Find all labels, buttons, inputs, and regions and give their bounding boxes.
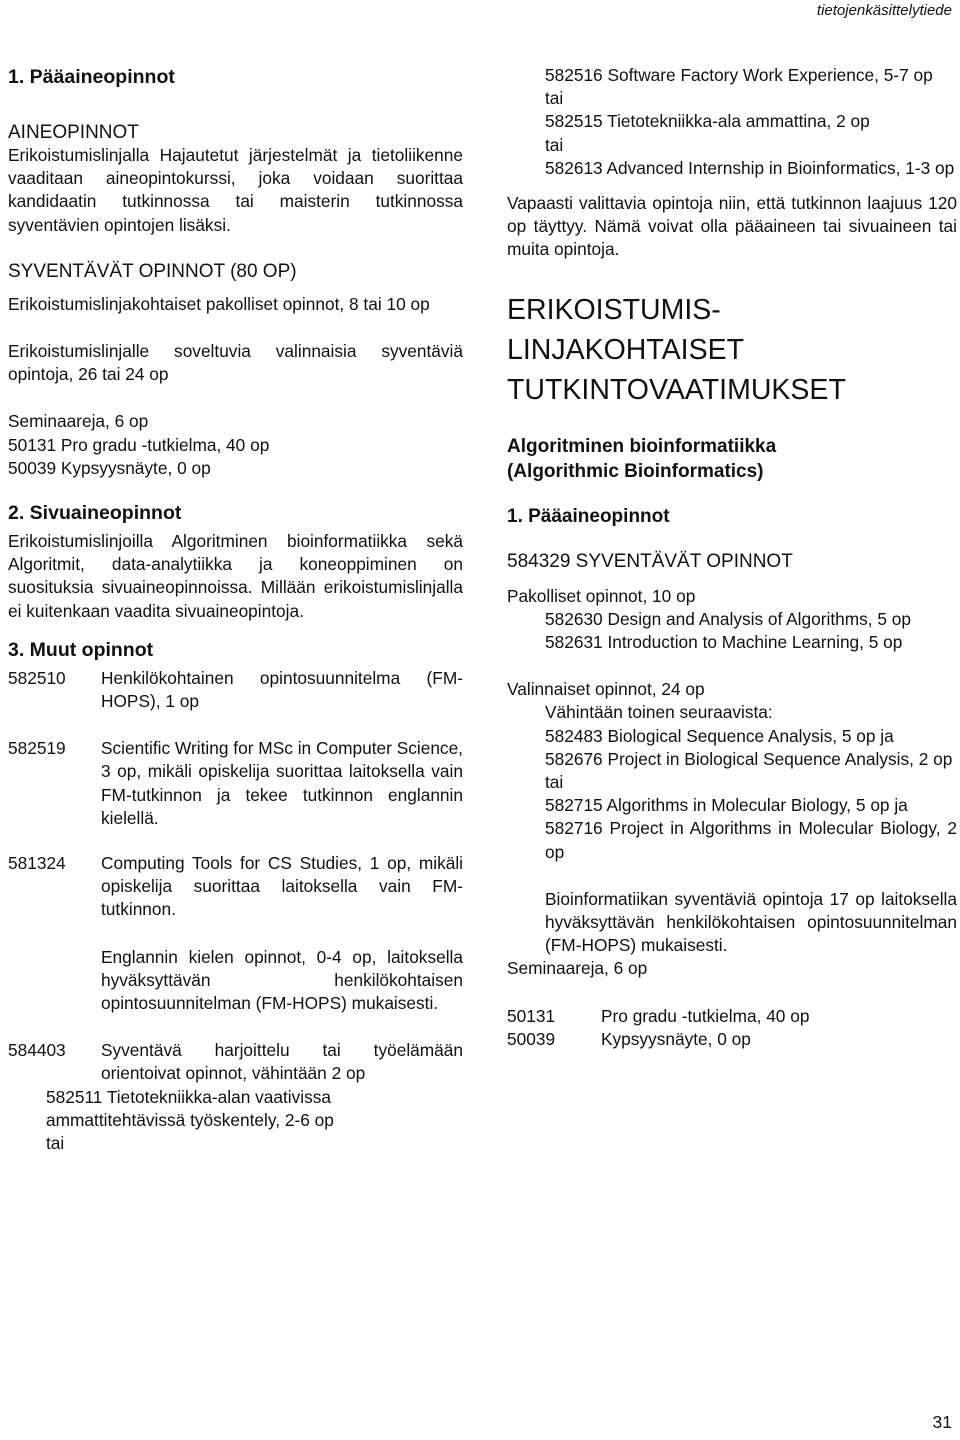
- right-column: [507, 64, 957, 1051]
- tai-text: tai: [545, 134, 564, 155]
- big-heading-line-1: ERIKOISTUMIS-: [507, 293, 721, 326]
- course-582511-text: 582511 Tietotekniikka-alan vaativissa ammattitehtävissä työskentely, 2-6 op: [46, 1086, 334, 1130]
- course-text: Henkilökohtainen opintosuunnitelma (FM-HOPS), 1 op: [101, 667, 463, 712]
- course-582613-text: 582613 Advanced Internship in Bioinformatics, 1-3 op: [545, 157, 955, 178]
- englanti-block: [8, 946, 463, 1016]
- course-text: Pro gradu -tutkielma, 40 op: [601, 1005, 810, 1026]
- course-text: Syventävä harjoittelu tai työelämään orientoivat opinnot, vähintään 2 op: [101, 1040, 463, 1084]
- course-text: Scientific Writing for MSc in Computer Science, 3 op, mikäli opiskelija suorittaa laitoksella vain FM-tutkinnon ja tekee tutkinnon englannin kielellä.: [101, 738, 463, 828]
- seminaareja-text: Seminaareja, 6 op: [8, 411, 149, 432]
- kypsyysnayte-text: 50039 Kypsyysnäyte, 0 op: [8, 457, 211, 478]
- course-item: [8, 1039, 463, 1085]
- englanti-text: Englannin kielen opinnot, 0-4 op, laitoksella hyväksyttävän henkilökohtaisen opintosuunnitelman (FM-HOPS) mukaisesti.: [101, 946, 463, 1014]
- linja-heading-line-2: (Algorithmic Bioinformatics): [507, 460, 764, 482]
- big-heading-line-2: LINJAKOHTAISET: [507, 333, 745, 366]
- syventavat-heading: SYVENTÄVÄT OPINNOT (80 OP): [8, 260, 297, 282]
- section-heading-muut: 3. Muut opinnot: [8, 638, 154, 661]
- course-item: [8, 667, 463, 713]
- page-number: 31: [932, 1412, 952, 1432]
- syventavat-text-1: Erikoistumislinjakohtaiset pakolliset opinnot, 8 tai 10 op: [8, 293, 430, 314]
- left-column: [8, 64, 463, 1155]
- tai-text: tai: [545, 88, 564, 109]
- vahintaan-text: Vähintään toinen seuraavista:: [545, 702, 773, 723]
- course-code: 581324: [8, 853, 66, 874]
- course-item: [8, 737, 463, 830]
- elective-course-3: 582715 Algorithms in Molecular Biology, 5 op ja: [545, 795, 908, 816]
- seminaareja-text-right: Seminaareja, 6 op: [507, 958, 648, 979]
- vapaasti-text: Vapaasti valittavia opintoja niin, että tutkinnon laajuus 120 op täyttyy. Nämä voivat olla pääaineen tai sivuaineen tai muita opintoja.: [507, 193, 957, 260]
- aineopinnot-heading: AINEOPINNOT: [8, 122, 139, 143]
- elective-course-4: 582716 Project in Algorithms in Molecular Biology, 2 op: [545, 818, 957, 862]
- course-item: [507, 1028, 957, 1051]
- course-582515-text: 582515 Tietotekniikka-ala ammattina, 2 op: [545, 111, 870, 132]
- course-code: 582519: [8, 738, 66, 759]
- aineopinnot-text: Erikoistumislinjalla Hajautetut järjestelmät ja tietoliikenne vaaditaan aineopintokurssi, joka voidaan suorittaa kandidaatin tutkinnossa tai maisterin tutkinnossa syventävien opintojen lisäksi.: [8, 145, 463, 235]
- course-code: 50039: [507, 1028, 556, 1049]
- syventavat-heading-right: 584329 SYVENTÄVÄT OPINNOT: [507, 550, 793, 572]
- course-code: 584403: [8, 1040, 66, 1061]
- big-heading-line-3: TUTKINTOVAATIMUKSET: [507, 373, 846, 406]
- valinnaiset-text: Valinnaiset opinnot, 24 op: [507, 679, 705, 700]
- section-heading-paaaine: 1. Pääaineopinnot: [8, 66, 175, 88]
- running-header: tietojenkäsittelytiede: [816, 2, 952, 19]
- course-item: [507, 1005, 957, 1028]
- required-course-2: 582631 Introduction to Machine Learning, 5 op: [545, 632, 903, 653]
- elective-course-1: 582483 Biological Sequence Analysis, 5 op ja: [545, 725, 894, 746]
- course-582516-text: 582516 Software Factory Work Experience, 5-7 op: [545, 65, 933, 85]
- course-item: [8, 852, 463, 922]
- linja-heading-line-1: Algoritminen bioinformatiikka: [507, 435, 777, 457]
- section-heading-sivuaine: 2. Sivuaineopinnot: [8, 502, 182, 525]
- required-course-1: 582630 Design and Analysis of Algorithms, 5 op: [545, 608, 912, 629]
- syventavat-text-2: Erikoistumislinjalle soveltuvia valinnaisia syventäviä opintoja, 26 tai 24 op: [8, 341, 463, 385]
- pakolliset-text: Pakolliset opinnot, 10 op: [507, 585, 696, 606]
- tai-text: tai: [545, 772, 564, 793]
- elective-course-2: 582676 Project in Biological Sequence Analysis, 2 op: [545, 748, 953, 769]
- section-heading-paaaine-right: 1. Pääaineopinnot: [507, 505, 670, 527]
- bioinformatiikka-text: Bioinformatiikan syventäviä opintoja 17 op laitoksella hyväksyttävän henkilökohtaisen opintosuunnitelman (FM-HOPS) mukaisesti.: [545, 888, 957, 956]
- course-text: Computing Tools for CS Studies, 1 op, mikäli opiskelija suorittaa laitoksella vain FM-tutkinnon.: [101, 853, 463, 920]
- sivuaine-text: Erikoistumislinjoilla Algoritminen bioinformatiikka sekä Algoritmit, data-analytiikka ja koneoppiminen on suosituksia sivuaineopinnoissa. Millään erikoistumislinjalla ei kuitenkaan vaadita sivuaineopintoja.: [8, 531, 463, 621]
- tai-text: tai: [46, 1133, 65, 1154]
- course-text: Kypsyysnäyte, 0 op: [601, 1028, 751, 1049]
- course-code: 50131: [507, 1005, 556, 1026]
- gradu-text: 50131 Pro gradu -tutkielma, 40 op: [8, 434, 270, 455]
- course-code: 582510: [8, 667, 66, 688]
